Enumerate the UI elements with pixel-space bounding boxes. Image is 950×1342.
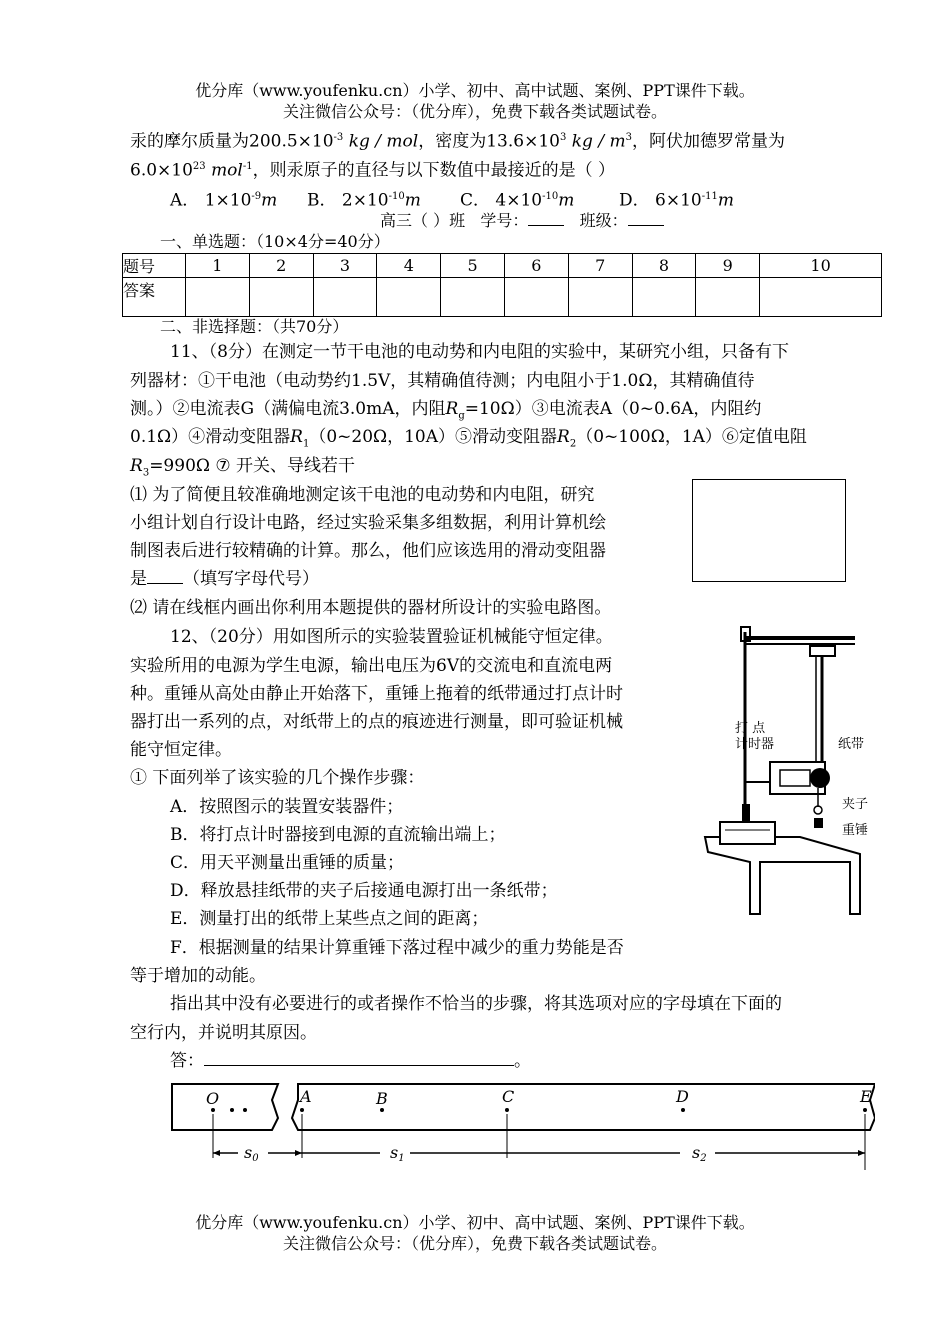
q12-line-1: 12、（20分）用如图所示的实验装置验证机械能守恒定律。: [170, 627, 613, 647]
q11-line-2: 列器材：①干电池（电动势约1.5V，其精确值待测；内电阻小于1.0Ω，其精确值待: [130, 371, 755, 391]
table-cell: 7: [568, 254, 632, 278]
footer-line-2: 关注微信公众号：（优分库），免费下载各类试题试卷。: [282, 1234, 667, 1253]
table-row: [123, 278, 882, 317]
table-cell: 6: [504, 254, 568, 278]
q12-line-5: 能守恒定律。: [130, 740, 232, 760]
answer-cell[interactable]: [760, 278, 882, 317]
table-cell: 4: [377, 254, 441, 278]
header-line-2: 关注微信公众号：（优分库），免费下载各类试题试卷。: [282, 102, 667, 121]
table-cell: 3: [313, 254, 377, 278]
table-label-answer: 答案: [123, 278, 186, 317]
q11-part1-line-2: 小组计划自行设计电路，经过实验采集多组数据，利用计算机绘: [130, 513, 606, 533]
point-label-o: O: [206, 1089, 220, 1108]
s2-label: s2: [692, 1143, 707, 1164]
class-info-line: 高三（ ）班 学号： 班级：: [380, 210, 664, 232]
answer-cell[interactable]: [632, 278, 696, 317]
clip-label: 夹子: [842, 797, 869, 812]
answer-cell[interactable]: [568, 278, 632, 317]
q12-step-b: B．将打点计时器接到电源的直流输出端上；: [170, 825, 506, 845]
q11-part1-line-3: 制图表后进行较精确的计算。那么，他们应该选用的滑动变阻器: [130, 541, 606, 561]
answer-cell[interactable]: [249, 278, 313, 317]
header-line-1: 优分库（www.youfenku.cn）小学、初中、高中试题、案例、PPT课件下载。: [195, 81, 755, 100]
circuit-drawing-box[interactable]: [692, 479, 846, 582]
q12-sub-1: ① 下面列举了该实验的几个操作步骤：: [130, 768, 425, 788]
q11-line-4: 0.1Ω）④滑动变阻器$R_1(0\sim 20\Omega$，10A）⑤滑动变阻器$R_2(0\sim 100\Omega$，1A）⑥定值电阻: [130, 427, 807, 450]
q11-line-5: $R_3=990\Omega$ ⑦ 开关、导线若干: [130, 456, 356, 479]
answer-blank[interactable]: [204, 1065, 514, 1066]
q12-instr-1: 指出其中没有必要进行的或者操作不恰当的步骤，将其选项对应的字母填在下面的: [170, 994, 782, 1014]
q12-line-2: 实验所用的电源为学生电源，输出电压为6V的交流电和直流电两: [130, 656, 613, 676]
table-cell: 9: [696, 254, 760, 278]
weight-label: 重锤: [842, 823, 869, 838]
table-row: [123, 254, 882, 278]
table-cell: 1: [186, 254, 250, 278]
answer-cell[interactable]: [441, 278, 505, 317]
q12-step-c: C．用天平测量出重锤的质量；: [170, 853, 405, 873]
q12-line-3: 种。重锤从高处由静止开始落下，重锤上拖着的纸带通过打点计时: [130, 684, 623, 704]
point-label-c: C: [502, 1087, 515, 1106]
section-1-title: 一、单选题：（10×4分=40分）: [160, 232, 390, 251]
answer-table: [122, 253, 882, 317]
q11-part1-line-1: ⑴ 为了简便且较准确地测定该干电池的电动势和内电阻，研究: [130, 485, 595, 505]
q11-line-3: 测。）②电流表G（满偏电流3.0mA，内阻$R_g=10\Omega)③$电流表A（0~0.6A，内阻约: [130, 399, 762, 422]
q12-step-f: F．根据测量的结果计算重锤下落过程中减少的重力势能是否: [170, 938, 624, 958]
q10-option-d: D． $6\times 10^{-11}m$: [619, 190, 734, 211]
q12-step-d: D．释放悬挂纸带的夹子后接通电源打出一条纸带；: [170, 881, 558, 901]
q12-line-4: 器打出一系列的点，对纸带上的点的痕迹进行测量，即可验证机械: [130, 712, 623, 732]
q11-line-1: 11、（8分）在测定一节干电池的电动势和内电阻的实验中，某研究小组，只备有下: [170, 342, 789, 362]
q10-line-1: 汞的摩尔质量为$200.5\times 10^{-3}$ kg / mol，密度为$13.6\times 10^3$ kg / $m^3$，阿伏加德罗常量为: [130, 131, 785, 152]
point-label-a: A: [300, 1087, 312, 1106]
apparatus-figure: [700, 622, 880, 922]
answer-cell[interactable]: [504, 278, 568, 317]
table-cell: 10: [760, 254, 882, 278]
point-label-b: B: [376, 1089, 388, 1108]
tape-label: 纸带: [838, 737, 865, 752]
q11-part2: ⑵ 请在线框内画出你利用本题提供的器材所设计的实验电路图。: [130, 598, 612, 618]
q12-step-a: A．按照图示的装置安装器件；: [170, 797, 404, 817]
point-label-d: D: [676, 1087, 689, 1106]
table-cell: 2: [249, 254, 313, 278]
timer-label-2: 计时器: [735, 737, 775, 752]
table-label-number: 题号: [123, 254, 186, 278]
s1-label: s1: [390, 1143, 405, 1164]
q10-option-a: A． $1\times 10^{-9}m$: [170, 190, 278, 211]
point-label-e: E: [860, 1087, 872, 1106]
q11-part1-line-4: 是 （填写字母代号）: [130, 569, 319, 589]
timer-label-1: 打 点: [735, 721, 766, 736]
footer-line-1: 优分库（www.youfenku.cn）小学、初中、高中试题、案例、PPT课件下载。: [195, 1213, 755, 1232]
answer-cell[interactable]: [186, 278, 250, 317]
table-cell: 5: [441, 254, 505, 278]
table-cell: 8: [632, 254, 696, 278]
answer-cell[interactable]: [313, 278, 377, 317]
section-2-title: 二、非选择题：（共70分）: [160, 317, 349, 336]
q12-instr-2: 空行内，并说明其原因。: [130, 1023, 317, 1043]
q12-step-f-cont: 等于增加的动能。: [130, 966, 266, 986]
s0-label: s0: [244, 1143, 259, 1164]
answer-cell[interactable]: [377, 278, 441, 317]
q10-option-b: B． $2\times 10^{-10}m$: [307, 190, 421, 211]
q12-step-e: E．测量打出的纸带上某些点之间的距离；: [170, 909, 489, 929]
paper-tape-figure: [170, 1078, 875, 1173]
q12-answer-line: 答： 。: [170, 1051, 531, 1071]
answer-cell[interactable]: [696, 278, 760, 317]
q10-line-2: $6.0\times 10^{23}$ mol$^{-1}$，则汞原子的直径与以下数值中最接近的是（ ）: [130, 160, 616, 181]
q10-option-c: C． $4\times 10^{-10}m$: [460, 190, 575, 211]
